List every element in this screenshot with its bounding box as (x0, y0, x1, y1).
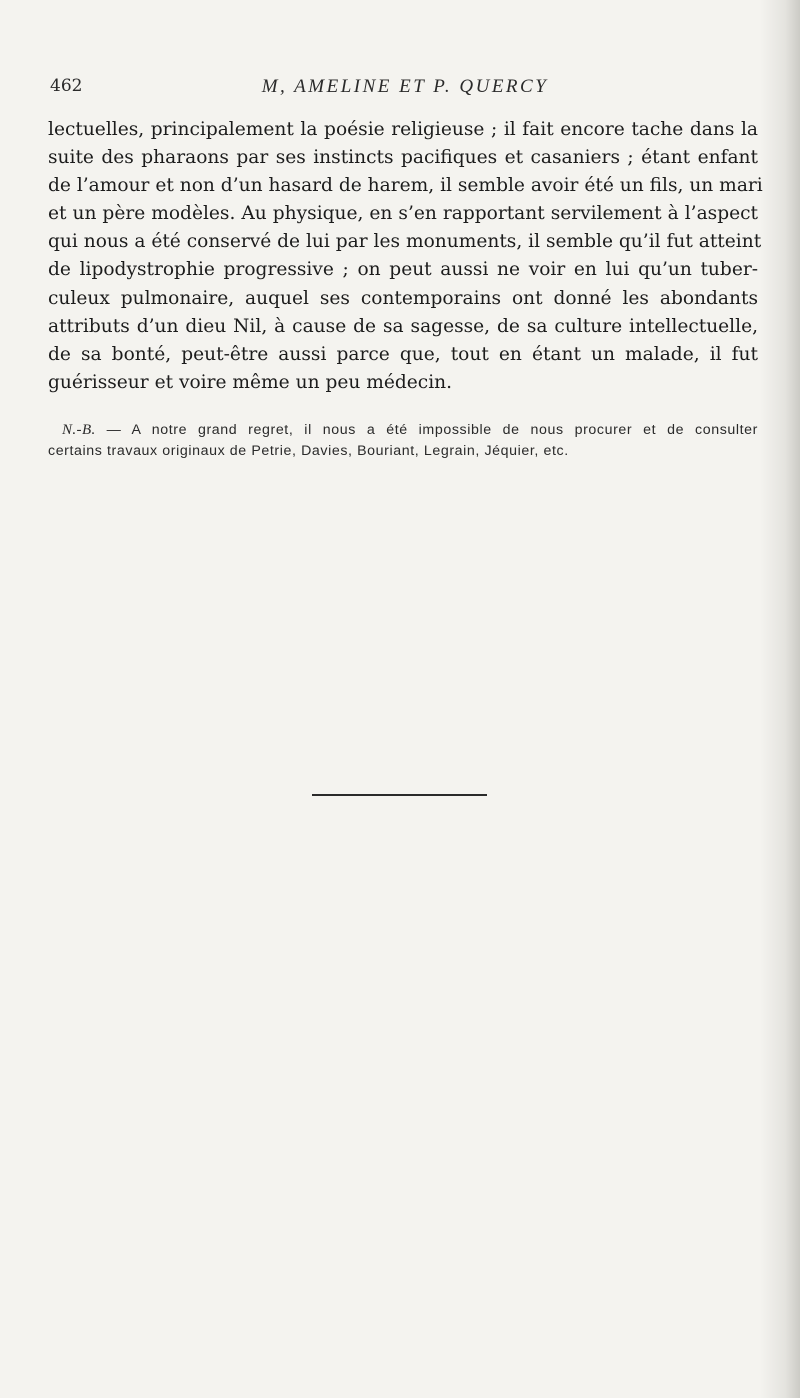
body-paragraph (48, 116, 763, 397)
text-line: guérisseur et voire même un peu médecin. (48, 371, 453, 393)
text-line: qui nous a été conservé de lui par les monuments, il semble qu’il fut atteint (48, 231, 762, 253)
text-line: lectuelles, principalement la poésie religieuse ; il fait encore tache dans la (48, 119, 758, 140)
text-line: suite des pharaons par ses instincts pacifiques et casaniers ; étant enfant (48, 147, 758, 169)
text-line: culeux pulmonaire, auquel ses contemporains ont donné les abondants (48, 287, 758, 309)
footnote-line (48, 420, 758, 441)
text-line: et un père modèles. Au physique, en s’en rapportant servilement à l’aspect (48, 203, 758, 225)
page-number: 462 (50, 76, 83, 96)
footnote-label: N.-B. (62, 422, 96, 438)
footnote (48, 420, 758, 462)
text-line: de l’amour et non d’un hasard de harem, il semble avoir été un fils, un mari (48, 175, 763, 197)
text-line: de lipodystrophie progressive ; on peut aussi ne voir en lui qu’un tuber- (48, 259, 758, 281)
section-end-rule (312, 794, 487, 796)
running-title: M, AMELINE ET P. QUERCY (261, 76, 549, 97)
text-line: de sa bonté, peut-être aussi parce que, tout en étant un malade, il fut (48, 343, 758, 365)
text-line: attributs d’un dieu Nil, à cause de sa sagesse, de sa culture intellectuelle, (48, 315, 758, 337)
footnote-text: — A notre grand regret, il nous a été impossible de nous procurer et de consulter (95, 422, 758, 438)
footnote-line: certains travaux originaux de Petrie, Davies, Bouriant, Legrain, Jéquier, etc. (48, 443, 569, 459)
running-head (50, 76, 760, 102)
